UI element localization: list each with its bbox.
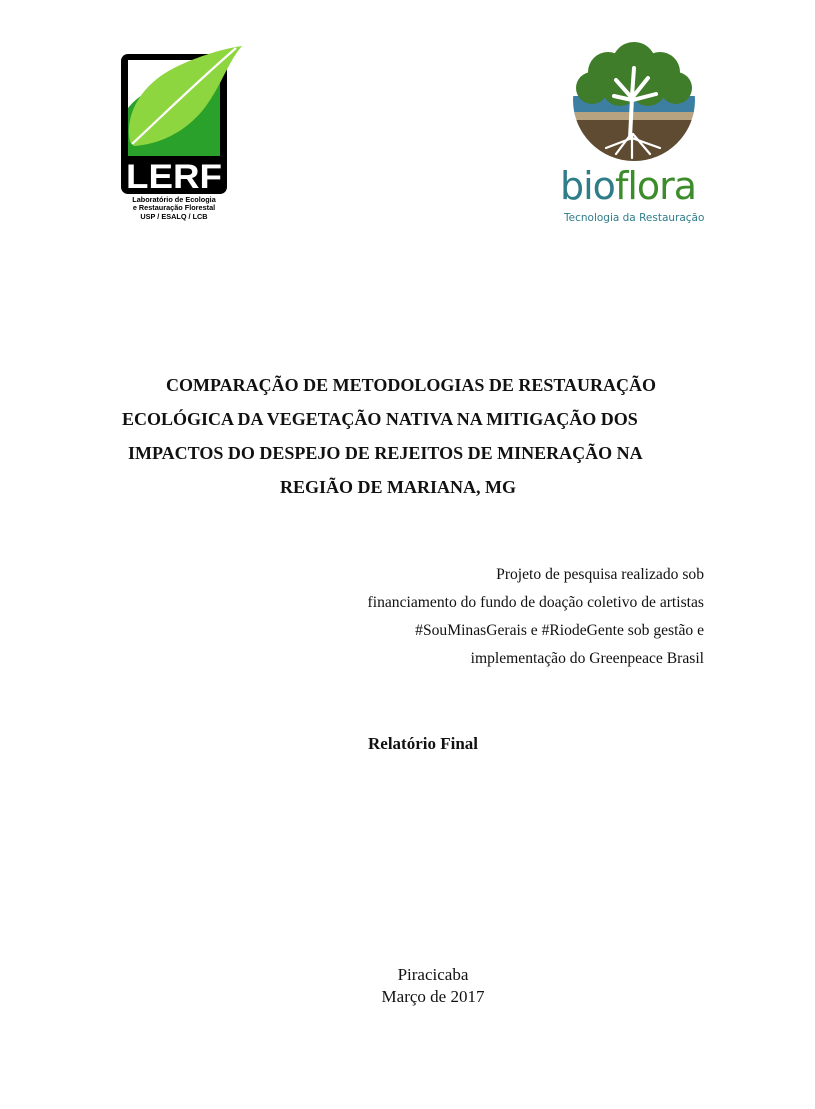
bioflora-tree-emblem <box>556 38 716 164</box>
title-line: IMPACTOS DO DESPEJO DE REJEITOS DE MINERAÇÃO NA <box>128 443 643 463</box>
lerf-emblem <box>118 44 246 194</box>
document-title <box>100 368 730 504</box>
lerf-caption <box>118 196 230 221</box>
bioflora-wordmark-flora: flora <box>614 164 697 208</box>
bioflora-tagline: Tecnologia da Restauração <box>564 212 705 224</box>
title-line: ECOLÓGICA DA VEGETAÇÃO NATIVA NA MITIGAÇÃO DOS <box>122 409 638 429</box>
description-line: implementação do Greenpeace Brasil <box>470 650 704 667</box>
description-line: financiamento do fundo de doação coletivo de artistas <box>367 594 704 611</box>
city: Piracicaba <box>397 965 469 984</box>
bioflora-logo <box>556 38 716 228</box>
lerf-caption-line: Laboratório de Ecologia <box>132 195 216 204</box>
title-line: REGIÃO DE MARIANA, MG <box>280 477 516 497</box>
description-line: Projeto de pesquisa realizado sob <box>496 566 704 583</box>
publication-date: Março de 2017 <box>381 987 485 1006</box>
lerf-logo <box>118 44 246 226</box>
report-type: Relatório Final <box>368 734 479 753</box>
lerf-caption-line: e Restauração Florestal <box>132 203 216 213</box>
bioflora-wordmark <box>560 166 710 206</box>
project-description <box>284 561 704 673</box>
lerf-caption-line: USP / ESALQ / LCB <box>140 211 208 221</box>
lerf-wordmark: LERF <box>126 158 222 194</box>
bioflora-wordmark-bio: bio <box>560 164 615 208</box>
description-line: #SouMinasGerais e #RiodeGente sob gestão e <box>415 622 704 639</box>
title-line: COMPARAÇÃO DE METODOLOGIAS DE RESTAURAÇÃO <box>166 375 657 395</box>
